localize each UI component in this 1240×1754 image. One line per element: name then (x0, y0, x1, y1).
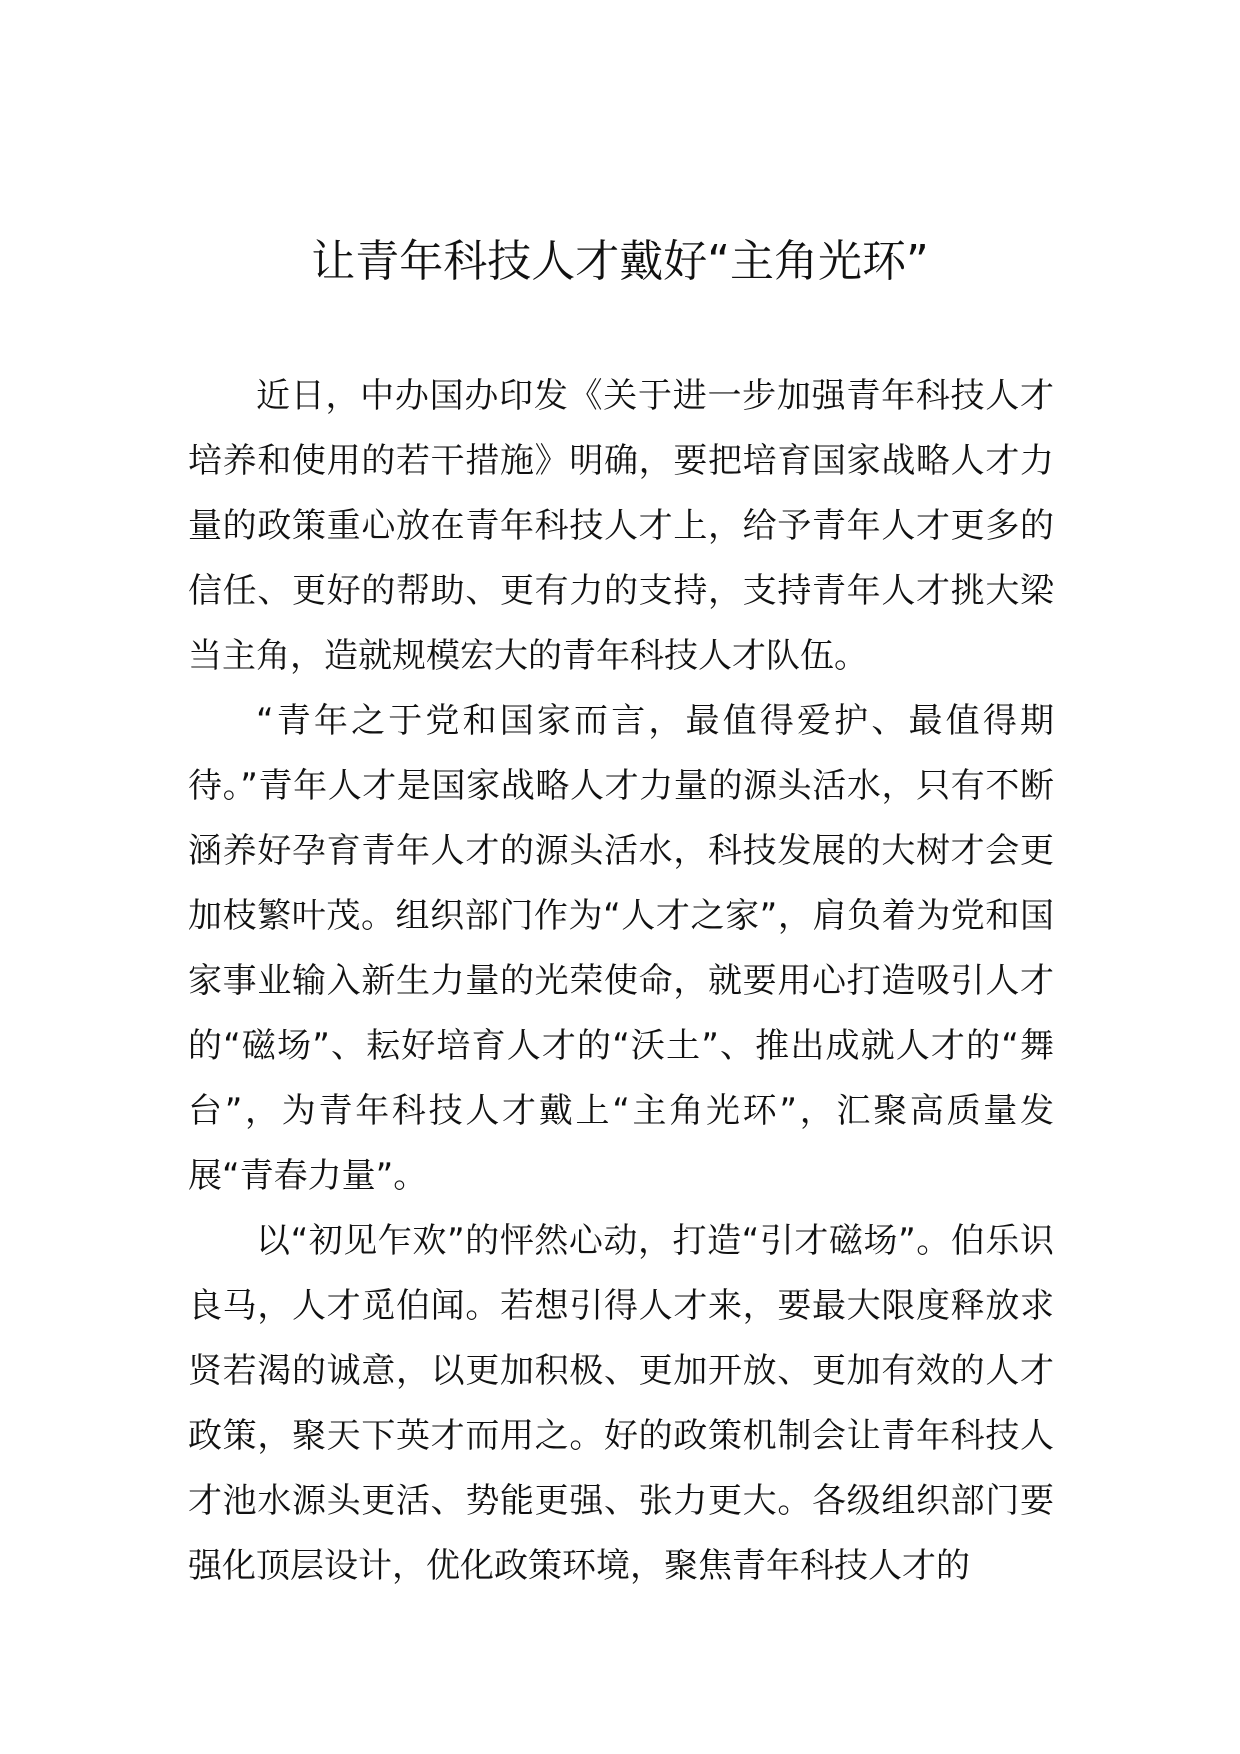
document-title: 让青年科技人才戴好“主角光环” (311, 236, 929, 287)
paragraph-3: 以“初见乍欢”的怦然心动，打造“引才磁场”。伯乐识良马，人才觅伯闻。若想引得人才来，要最大限度释放求贤若渴的诚意，以更加积极、更加开放、更加有效的人才政策，聚天下英才而用之。好的政策机制会让青年科技人才池水源头更活、势能更强、张力更大。各级组织部门要强化顶层设计，优化政策环境，聚焦青年科技人才的 (188, 1221, 1054, 1586)
paragraph-2: “青年之于党和国家而言，最值得爱护、最值得期待。”青年人才是国家战略人才力量的源头活水，只有不断涵养好孕育青年人才的源头活水，科技发展的大树才会更加枝繁叶茂。组织部门作为“人才之家”，肩负着为党和国家事业输入新生力量的光荣使命，就要用心打造吸引人才的“磁场”、耘好培育人才的“沃土”、推出成就人才的“舞台”，为青年科技人才戴上“主角光环”，汇聚高质量发展“青春力量”。 (188, 701, 1054, 1196)
paragraph-1: 近日，中办国办印发《关于进一步加强青年科技人才培养和使用的若干措施》明确，要把培育国家战略人才力量的政策重心放在青年科技人才上，给予青年人才更多的信任、更好的帮助、更有力的支持，支持青年人才挑大梁当主角，造就规模宏大的青年科技人才队伍。 (188, 376, 1054, 676)
document-body (188, 364, 1054, 1599)
